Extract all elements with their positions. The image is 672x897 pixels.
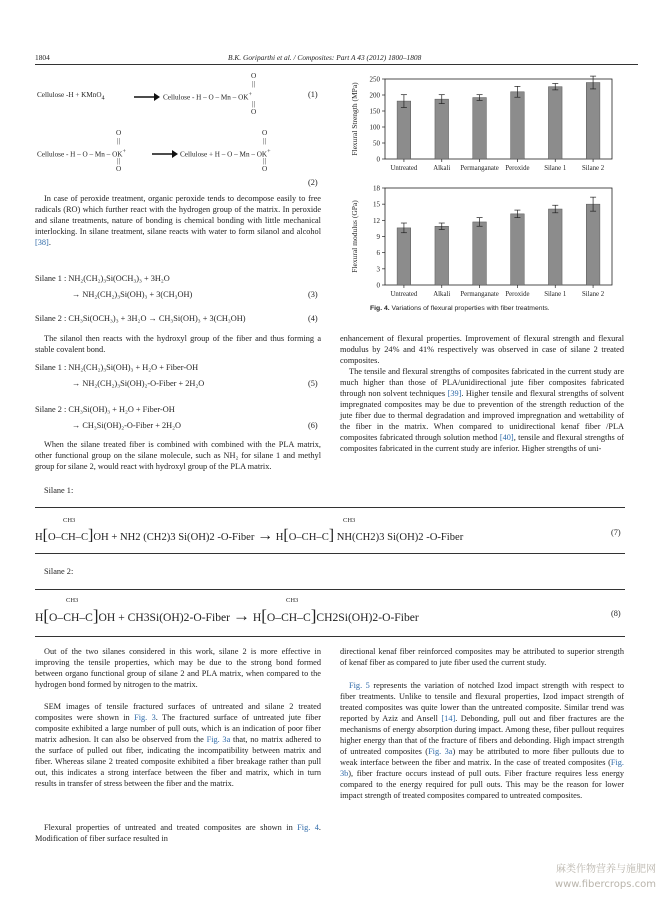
- x-tick-label: Untreated: [390, 165, 418, 172]
- ref-40[interactable]: [40]: [499, 433, 514, 442]
- eq2-label: (2): [308, 178, 318, 187]
- x-tick-label: Silane 1: [544, 165, 567, 172]
- y-tick-label: 15: [373, 200, 380, 209]
- para-kenaf: directional kenaf fiber reinforced composites may be attributed to superior strength of kenaf fiber as compared to jute fiber used the current study.: [340, 647, 624, 667]
- x-tick-label: Untreated: [390, 291, 418, 298]
- r2-oxo-down: || O: [116, 157, 122, 173]
- y-tick-label: 150: [369, 107, 380, 116]
- bar: [511, 92, 525, 159]
- y-tick-label: 18: [373, 184, 380, 193]
- para-izod: Fig. 5 represents the variation of notched Izod impact strength with respect to fiber treatments. Unlike to tensile and flexural properties, Izod impact strength of treated composites was quite lower than the untreated composite. Similar trend was reported by Aziz and Ansell [14]. Debonding, pull out and fiber fractures are the mechanisms of energy absorption during impact. Among these, fiber pullout requires higher energy than that of the fracture of fibers and debonding. High impact strength of untreated composites (Fig. 3a) may be attributed to more fiber pullouts due to weak interface between the fiber and matrix. In the case of treated composites (Fig. 3b), fiber fracture occurs instead of pull outs. Fiber fracture requires less energy compared to the energy required for pull outs. This may be the reason for lower impact strength of treated composites compared to untreated composites.: [340, 681, 625, 800]
- para-peroxide: In case of peroxide treatment, organic peroxide tends to decompose easily to free radicals (RO) which further react with the hydrogen group of the matrix. In peroxide and silane treatments, nature of bonding is chemical bonding with little mechanical interlocking. In silane treatment, silane reacts with water to form silanol and alcohol [38].: [35, 194, 321, 247]
- x-tick-label: Permanganate: [460, 291, 499, 298]
- bar: [548, 209, 562, 285]
- ref-39[interactable]: [39]: [447, 389, 462, 398]
- scheme7-ch3-a: CH3: [63, 517, 76, 524]
- r2p-oxo-up: O ||: [262, 129, 268, 145]
- silane2-label: Silane 2:: [44, 567, 74, 576]
- para-flexural: Flexural properties of untreated and treated composites are shown in Fig. 4. Modification of fiber surface resulted in: [35, 823, 321, 843]
- y-tick-label: 50: [373, 139, 380, 148]
- page-number: 1804: [35, 53, 50, 62]
- chart-flexural-strength: [350, 76, 612, 173]
- plot-frame: [385, 188, 612, 285]
- y-tick-label: 3: [376, 265, 380, 274]
- x-tick-label: Silane 2: [582, 291, 605, 298]
- x-tick-label: Silane 1: [544, 291, 567, 298]
- bar: [435, 226, 449, 285]
- scheme8-product: CH2Si(OH)2-O-Fiber: [316, 611, 419, 624]
- r2-reactant: Cellulose - H – O – Mn – OK+: [37, 148, 126, 159]
- x-tick-label: Peroxide: [505, 291, 530, 298]
- x-tick-label: Silane 2: [582, 165, 605, 172]
- bar: [473, 222, 487, 285]
- scheme-7: H[O–CH–C]OH + NH2 (CH2)3 Si(OH)2 -O-Fiber → H[O–CH–C] NH(CH2)3 Si(OH)2 -O-Fiber: [35, 527, 464, 544]
- watermark: 麻类作物营养与施肥网 www.fibercrops.com: [554, 864, 656, 890]
- y-axis-label: Flexural Strength (MPa): [350, 82, 359, 156]
- para-tensile: The tensile and flexural strengths of composites fabricated in the current study are much higher than those of PLA/unidirectional jute fiber composites fabricated through non solvent techniques [39]. Higher tensile and flexural strengths of solvent impregnated composites may be due to prevention of the strength reduction of the jute fiber due to thermal degradation and improved impregnation and wettability of the fiber in the matrix. When compared to unidirectional kenaf fiber /PLA composites fabricated through solution method [40], tensile and flexural strengths of composites fabricated in the current study are inferior. Higher strengths of uni-: [340, 367, 625, 453]
- figure-4-caption: Fig. 4. Variations of flexural properties with fiber treatments.: [370, 305, 550, 312]
- para-combined: When the silane treated fiber is combined with combined with the PLA matrix, other functional group on the silane molecule, such as NH₂ for silane 1 and methyl group for silane 2, would react with hydroxyl group of the PLA matrix.: [35, 440, 321, 471]
- bar: [586, 204, 600, 285]
- ref-fig5[interactable]: Fig. 5: [349, 681, 370, 690]
- scheme7-reagent: + NH2 (CH2)3 Si(OH)2 -O-Fiber: [111, 532, 255, 543]
- y-tick-label: 0: [376, 281, 380, 290]
- eq3-label: (3): [308, 290, 318, 299]
- chart-flexural-modulus: [350, 185, 612, 299]
- ref-fig3b[interactable]: Fig. 3b: [340, 758, 624, 778]
- r1-product: Cellulose - H – O – Mn – OK+: [163, 91, 252, 102]
- eq4-label: (4): [308, 314, 318, 323]
- bar: [473, 98, 487, 159]
- y-axis-label: Flexural modulus (GPa): [350, 200, 359, 273]
- reaction-1: Cellulose -H + KMnO$_4$: [37, 91, 105, 102]
- eq1-label: (1): [308, 90, 318, 99]
- y-tick-label: 6: [376, 249, 380, 258]
- bar: [511, 214, 525, 285]
- ref-38[interactable]: [38]: [35, 238, 49, 247]
- r1-oxo-up: O ||: [251, 72, 257, 88]
- reaction-arrow-1: [134, 93, 160, 101]
- scheme7-rule-bottom: [35, 553, 625, 554]
- eq8-label: (8): [611, 609, 621, 618]
- ref-fig4[interactable]: Fig. 4: [297, 823, 319, 832]
- eq4-line: Silane 2 : CH₃Si(OCH₃)₃ + 3H₂O → CH₃Si(OH)₃ + 3(CH₃OH): [35, 314, 246, 323]
- eq5-line2: → NH₂(CH₂)₃Si(OH)₂-O-Fiber + 2H₂O: [72, 379, 205, 388]
- bar: [586, 83, 600, 159]
- r2p-oxo-down: || O: [262, 157, 268, 173]
- silane1-label: Silane 1:: [44, 486, 74, 495]
- y-tick-label: 100: [369, 123, 380, 132]
- ref-fig3[interactable]: Fig. 3: [134, 713, 156, 722]
- scheme8-ch3-a: CH3: [66, 597, 79, 604]
- bar: [435, 99, 449, 159]
- scheme7-product: NH(CH2)3 Si(OH)2 -O-Fiber: [336, 532, 464, 543]
- para-sem: SEM images of tensile fractured surfaces of untreated and silane 2 treated composites were shown in Fig. 3. The fractured surface of untreated jute fiber composite exhibited a large number of pull outs, which is an indication of poor fiber matrix adhesion. It can also be observed from the Fig. 3a that, no matrix adhered to the surface of pulled out fiber, indicating the incompatibility between matrix and fiber. Whereas silane 2 treated composite exhibited a fiber breakage rather than pull out, this indicates a strong interface between the fiber and matrix, which in turn results in transfer of stress between the fiber and the matrix.: [35, 702, 321, 788]
- bar: [397, 101, 411, 159]
- running-title: B.K. Goriparthi et al. / Composites: Part A 43 (2012) 1800–1808: [228, 53, 422, 62]
- y-tick-label: 0: [376, 155, 380, 164]
- ref-14[interactable]: [14]: [441, 714, 456, 723]
- r1-reactant: Cellulose -H + KMnO: [37, 91, 102, 99]
- scheme7-rule-top: [35, 507, 625, 508]
- reaction-arrow-2: [152, 150, 178, 158]
- scheme7-ch3-b: CH3: [343, 517, 356, 524]
- header-rule: [35, 64, 638, 65]
- eq6-line2: → CH₃Si(OH)₂-O-Fiber + 2H₂O: [72, 421, 181, 430]
- r2-oxo-up: O ||: [116, 129, 122, 145]
- eq3-line2: → NH₂(CH₂)₃Si(OH)₃ + 3(CH₃OH): [72, 290, 193, 299]
- bar: [397, 228, 411, 285]
- scheme8-ch3-b: CH3: [286, 597, 299, 604]
- eq3-line1: Silane 1 : NH₂(CH₂)₃Si(OCH₃)₃ + 3H₂O: [35, 274, 170, 283]
- x-tick-label: Alkali: [433, 291, 451, 298]
- r1-oxo-down: || O: [251, 100, 257, 116]
- eq7-label: (7): [611, 528, 621, 537]
- eq6-label: (6): [308, 421, 318, 430]
- y-tick-label: 9: [376, 233, 380, 241]
- ref-fig3a-2[interactable]: Fig. 3a: [428, 747, 453, 756]
- x-tick-label: Alkali: [433, 165, 451, 172]
- r2-product: Cellulose + H – O – Mn – OK+: [180, 148, 271, 159]
- scheme8-reagent: + CH3Si(OH)2-O-Fiber: [118, 611, 231, 624]
- scheme8-rule-top: [35, 589, 625, 590]
- eq5-line1: Silane 1 : NH₂(CH₂)₃Si(OH)₃ + H₂O + Fiber-OH: [35, 363, 199, 372]
- y-tick-label: 12: [373, 216, 380, 225]
- x-tick-label: Peroxide: [505, 165, 530, 172]
- bar: [548, 87, 562, 159]
- para-enhancement: enhancement of flexural properties. Improvement of flexural strength and flexural modulus by 24% and 41% respectively was observed in case of silane 2 treated composites.: [340, 334, 624, 365]
- y-tick-label: 200: [369, 91, 380, 100]
- eq6-line1: Silane 2 : CH₃Si(OH)₃ + H₂O + Fiber-OH: [35, 405, 175, 414]
- scheme-8: H[O–CH–C]OH + CH3Si(OH)2-O-Fiber → H[O–CH–C]CH2Si(OH)2-O-Fiber: [35, 606, 419, 625]
- figure-4-charts: [340, 72, 640, 304]
- y-tick-label: 250: [369, 75, 380, 84]
- ref-fig3a[interactable]: Fig. 3a: [206, 735, 231, 744]
- x-tick-label: Permanganate: [460, 165, 499, 172]
- eq5-label: (5): [308, 379, 318, 388]
- plot-frame: [385, 79, 612, 159]
- para-silanol: The silanol then reacts with the hydroxyl group of the fiber and thus forming a stable covalent bond.: [35, 334, 321, 354]
- para-silane-compare: Out of the two silanes considered in this work, silane 2 is more effective in improving the tensile properties, which may be due to the strong bond formed between organo functional group of silane 2 and PLA matrix, when compared to the hydrogen bond formed by nitrogen to the matrix.: [35, 647, 321, 689]
- scheme8-rule-bottom: [35, 636, 625, 637]
